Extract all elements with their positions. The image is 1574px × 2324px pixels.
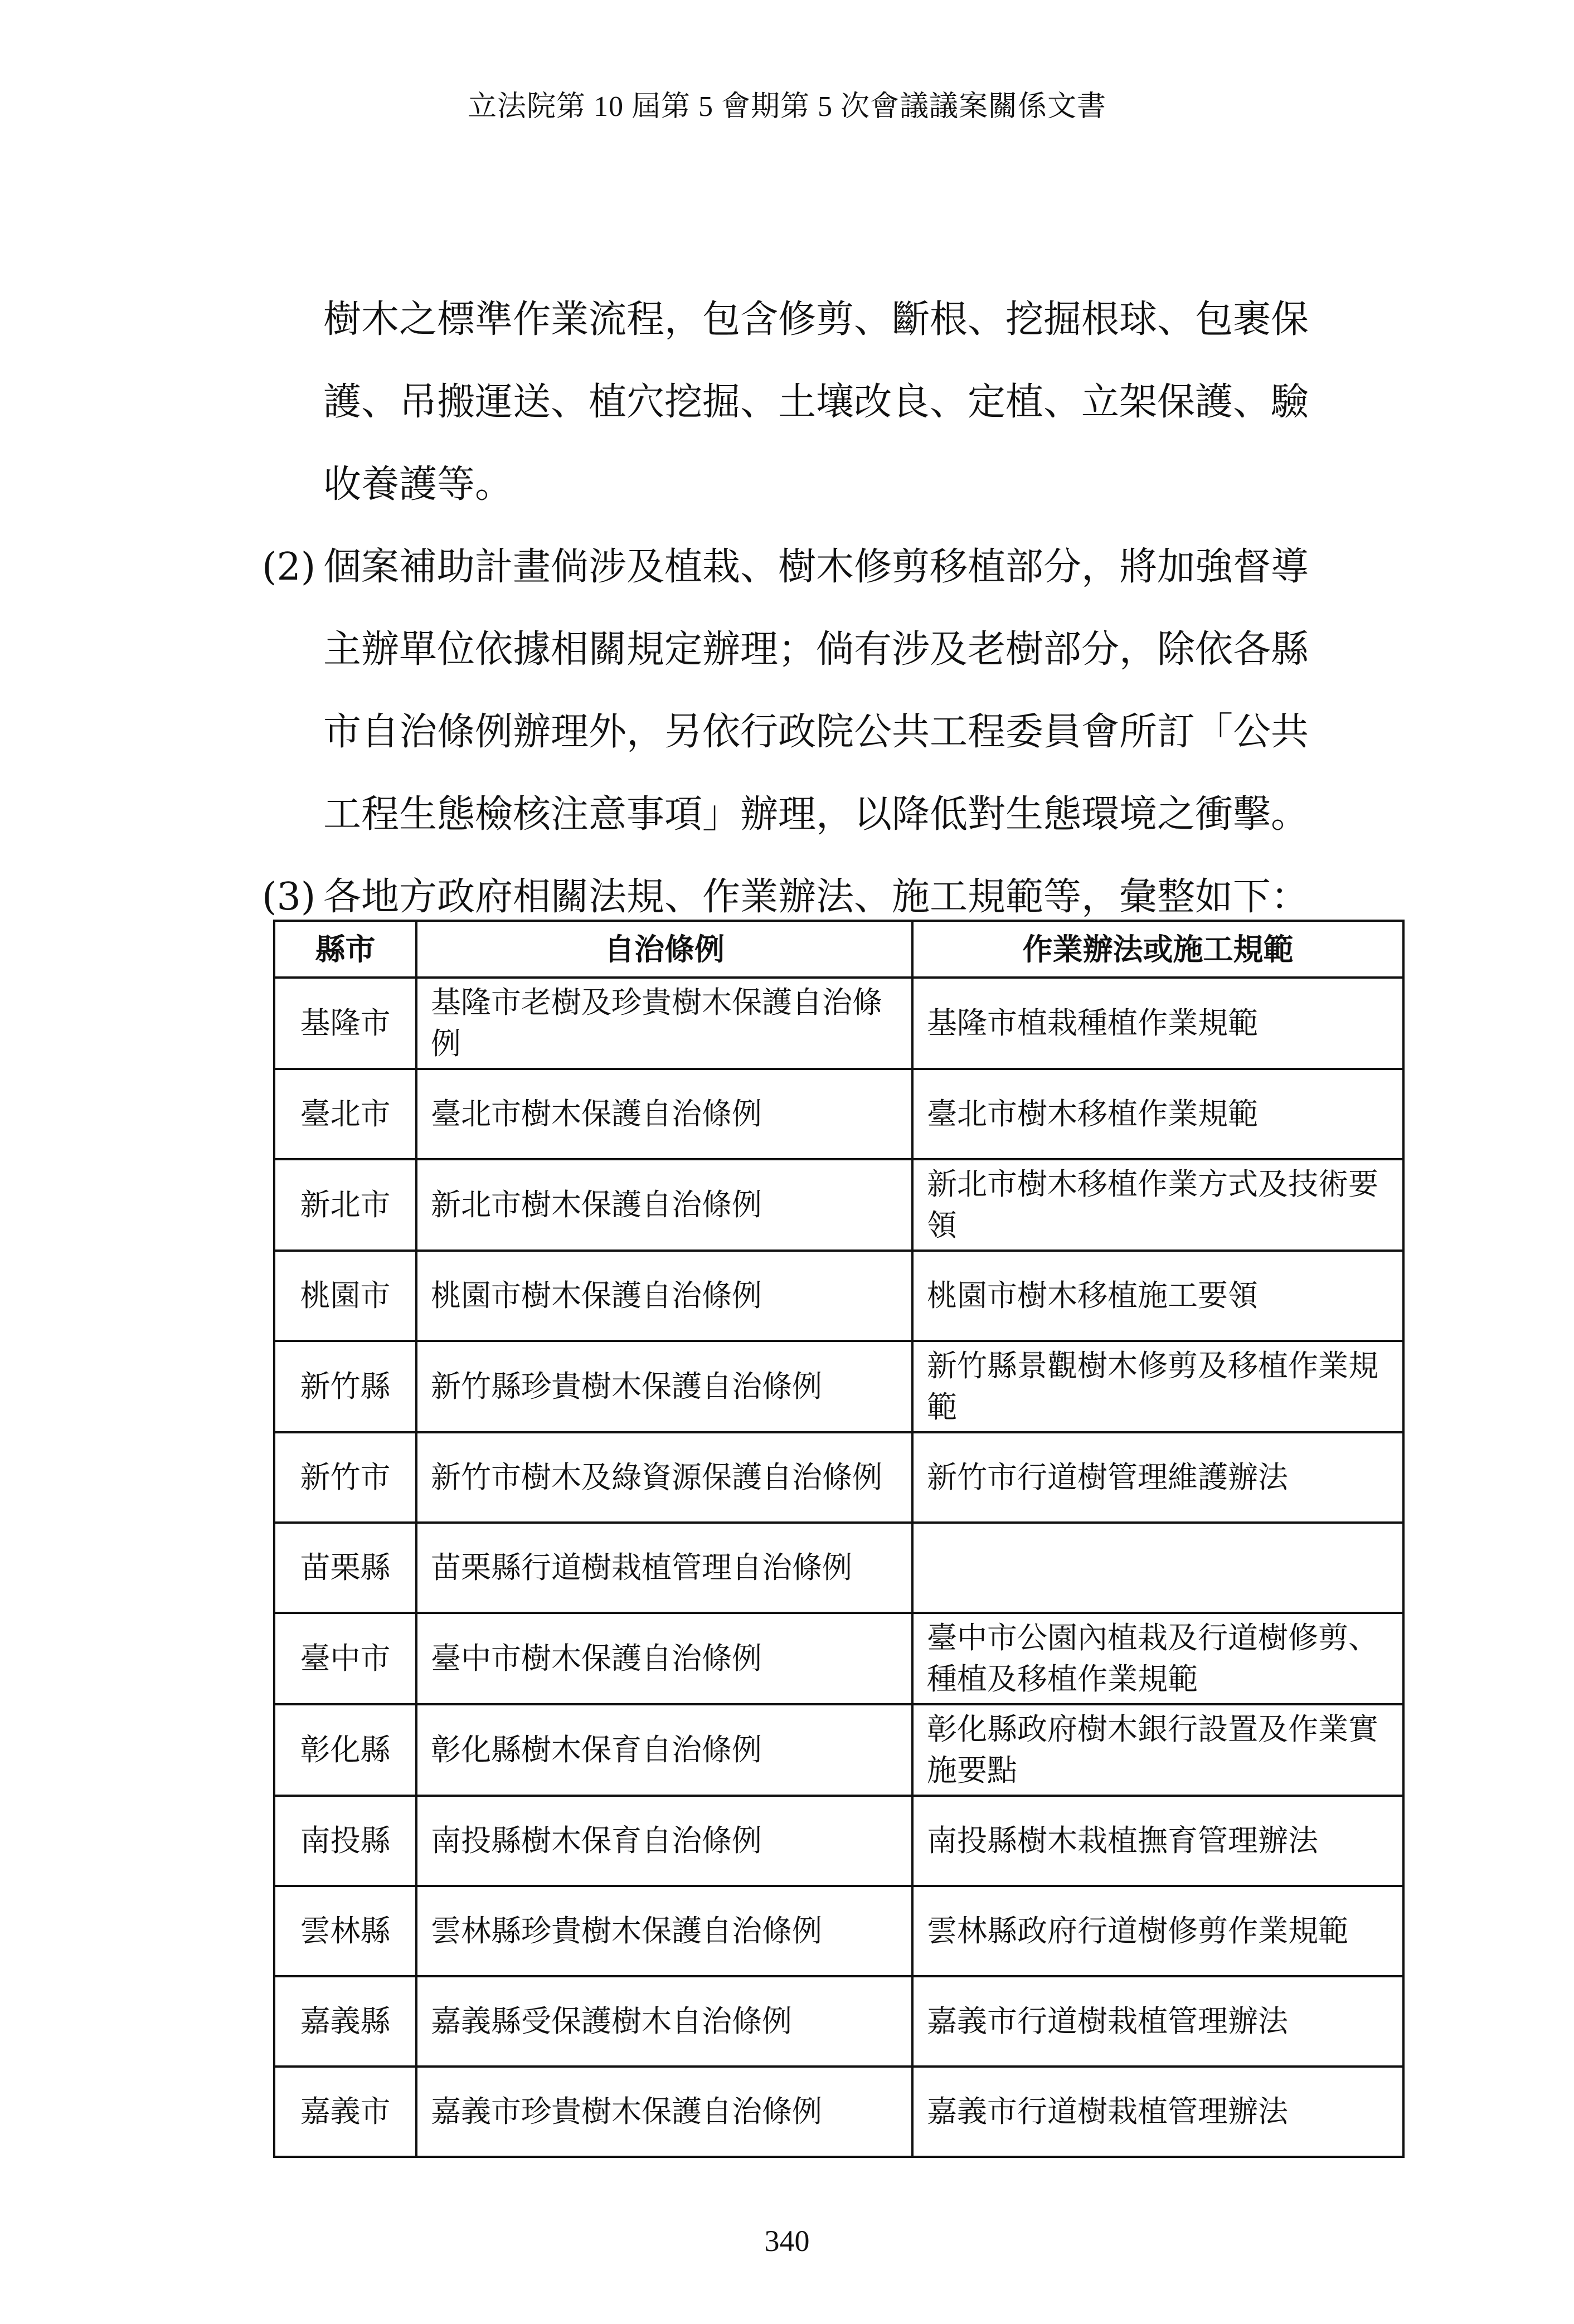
body-text [262,279,1354,939]
ordinance-cell: 苗栗縣行道樹栽植管理自治條例 [416,1523,912,1613]
spec-cell: 新竹縣景觀樹木修剪及移植作業規範 [912,1341,1403,1432]
spec-cell: 彰化縣政府樹木銀行設置及作業實施要點 [912,1704,1403,1796]
county-cell: 新竹縣 [274,1341,416,1432]
spec-cell: 基隆市植栽種植作業規範 [912,978,1403,1069]
table-row [274,1796,1403,1886]
table-header-row [274,921,1403,978]
table-row [274,1976,1403,2067]
ordinance-cell: 基隆市老樹及珍貴樹木保護自治條例 [416,978,912,1069]
spec-cell: 嘉義市行道樹栽植管理辦法 [912,1976,1403,2067]
list-item-2 [262,526,1354,609]
ordinance-cell: 新竹市樹木及綠資源保護自治條例 [416,1432,912,1523]
ordinance-cell: 新北市樹木保護自治條例 [416,1159,912,1251]
ordinance-cell: 南投縣樹木保育自治條例 [416,1796,912,1886]
county-cell: 臺北市 [274,1069,416,1159]
spec-cell: 桃園市樹木移植施工要領 [912,1251,1403,1341]
county-cell: 臺中市 [274,1613,416,1704]
spec-cell [912,1523,1403,1613]
county-cell: 新北市 [274,1159,416,1251]
table-row [274,1159,1403,1251]
body-line: 工程生態檢核注意事項」辦理，以降低對生態環境之衝擊。 [323,793,1309,837]
spec-cell: 新北市樹木移植作業方式及技術要領 [912,1159,1403,1251]
spec-cell: 雲林縣政府行道樹修剪作業規範 [912,1886,1403,1976]
ordinance-cell: 臺北市樹木保護自治條例 [416,1069,912,1159]
spec-cell: 臺北市樹木移植作業規範 [912,1069,1403,1159]
ordinance-cell: 臺中市樹木保護自治條例 [416,1613,912,1704]
table-row [274,1613,1403,1704]
county-cell: 嘉義縣 [274,1976,416,2067]
body-line: 護、吊搬運送、植穴挖掘、土壤改良、定植、立架保護、驗 [323,380,1309,424]
ordinance-cell: 嘉義縣受保護樹木自治條例 [416,1976,912,2067]
table-row [274,1704,1403,1796]
ordinance-cell: 嘉義市珍貴樹木保護自治條例 [416,2067,912,2157]
list-item-text: 各地方政府相關法規、作業辦法、施工規範等，彙整如下： [323,875,1309,919]
list-item-text: 個案補助計畫倘涉及植栽、樹木修剪移植部分，將加強督導 [323,545,1309,589]
list-item-number: (3) [262,875,316,919]
county-cell: 桃園市 [274,1251,416,1341]
county-cell: 苗栗縣 [274,1523,416,1613]
county-cell: 嘉義市 [274,2067,416,2157]
table-row [274,1523,1403,1613]
body-line: 樹木之標準作業流程，包含修剪、斷根、挖掘根球、包裹保 [323,298,1309,342]
county-cell: 彰化縣 [274,1704,416,1796]
table-row [274,1886,1403,1976]
list-item-number: (2) [262,545,316,589]
column-header-ordinance: 自治條例 [416,921,912,978]
regulations-table [273,920,1405,2158]
page-header: 立法院第 10 屆第 5 會期第 5 次會議議案關係文書 [467,91,1106,123]
ordinance-cell: 新竹縣珍貴樹木保護自治條例 [416,1341,912,1432]
table-row [274,2067,1403,2157]
ordinance-cell: 雲林縣珍貴樹木保護自治條例 [416,1886,912,1976]
county-cell: 基隆市 [274,978,416,1069]
table-row [274,1432,1403,1523]
county-cell: 南投縣 [274,1796,416,1886]
county-cell: 雲林縣 [274,1886,416,1976]
table-row [274,1251,1403,1341]
body-line: 主辦單位依據相關規定辦理；倘有涉及老樹部分，除依各縣 [323,628,1309,672]
column-header-spec: 作業辦法或施工規範 [912,921,1403,978]
county-cell: 新竹市 [274,1432,416,1523]
column-header-county: 縣市 [274,921,416,978]
body-line: 收養護等。 [323,463,513,507]
spec-cell: 臺中市公園內植栽及行道樹修剪、種植及移植作業規範 [912,1613,1403,1704]
page-number: 340 [764,2224,810,2258]
table-row [274,1069,1403,1159]
table-row [274,978,1403,1069]
ordinance-cell: 桃園市樹木保護自治條例 [416,1251,912,1341]
spec-cell: 南投縣樹木栽植撫育管理辦法 [912,1796,1403,1886]
body-line: 市自治條例辦理外，另依行政院公共工程委員會所訂「公共 [323,710,1309,754]
table-row [274,1341,1403,1432]
spec-cell: 嘉義市行道樹栽植管理辦法 [912,2067,1403,2157]
ordinance-cell: 彰化縣樹木保育自治條例 [416,1704,912,1796]
spec-cell: 新竹市行道樹管理維護辦法 [912,1432,1403,1523]
